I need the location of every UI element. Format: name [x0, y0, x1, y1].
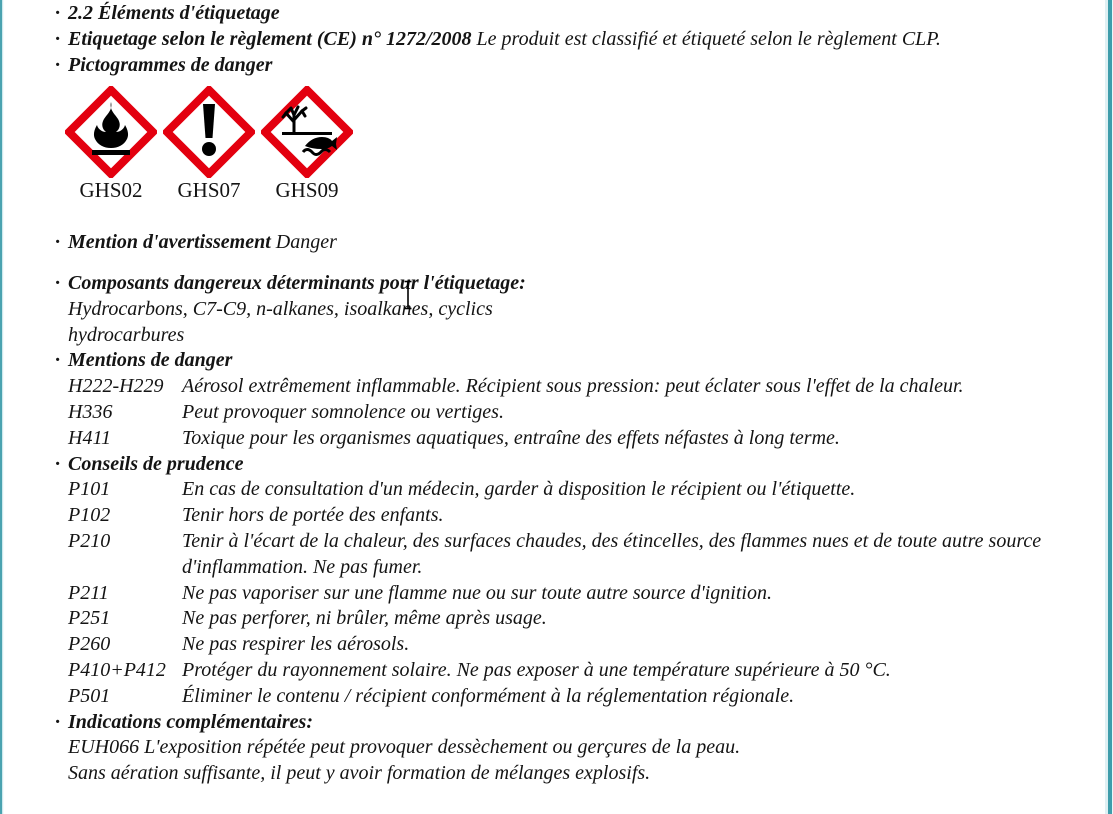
signal-word: Danger — [270, 231, 337, 254]
components-line: Hydrocarbons, C7-C9, n-alkanes, isoalkanes, cyclics — [68, 297, 493, 320]
components-heading — [55, 271, 1071, 297]
sds-document — [0, 1, 1113, 787]
additional-heading — [55, 710, 1071, 736]
text-ibeam-cursor — [402, 279, 414, 311]
precaution-code: P211 — [68, 581, 109, 604]
hazard-heading-text: Mentions de danger — [68, 349, 233, 372]
precaution-code: P102 — [68, 504, 111, 527]
precaution-text: Tenir hors de portée des enfants. — [182, 504, 444, 527]
precaution-heading — [55, 452, 1071, 478]
bullet: · — [55, 27, 60, 50]
ghs07-exclamation-pictogram — [163, 86, 255, 178]
ghs09-environment-pictogram — [261, 86, 353, 178]
hazard-text: Aérosol extrêmement inflammable. Récipient sous pression: peut éclater sous l'effet de la chaleur. — [182, 375, 964, 398]
precaution-code: P410+P412 — [68, 658, 166, 681]
pictograms-heading — [55, 53, 1071, 79]
bullet: · — [55, 53, 60, 76]
signal-word-line — [55, 230, 1071, 256]
precaution-heading-text: Conseils de prudence — [68, 452, 244, 475]
hazard-text: Toxique pour les organismes aquatiques, entraîne des effets néfastes à long terme. — [182, 426, 840, 449]
components-line: hydrocarbures — [68, 323, 185, 346]
precaution-statement-row — [55, 503, 1071, 529]
labeling-heading: Etiquetage selon le règlement (CE) n° 1272/2008 — [68, 27, 472, 50]
hazard-heading — [55, 348, 1071, 374]
pictograms-heading-text: Pictogrammes de danger — [68, 53, 273, 76]
precaution-statement-row — [55, 606, 1071, 632]
precaution-code: P210 — [68, 529, 111, 552]
hazard-statement-row — [55, 400, 1071, 426]
bullet: · — [55, 231, 60, 254]
ghs-code-label: GHS07 — [177, 178, 241, 203]
precaution-code: P251 — [68, 607, 111, 630]
ghs-pictograms — [65, 86, 1071, 178]
additional-line: EUH066 L'exposition répétée peut provoquer dessèchement ou gerçures de la peau. — [68, 736, 741, 759]
ghs-pictogram-labels — [65, 178, 1071, 204]
ghs-code-label: GHS02 — [79, 178, 143, 203]
hazard-code: H411 — [68, 426, 111, 449]
precaution-code: P501 — [68, 684, 111, 707]
precaution-text: Protéger du rayonnement solaire. Ne pas exposer à une température supérieure à 50 °C. — [182, 658, 891, 681]
precaution-statement-row — [55, 477, 1071, 503]
precaution-text: Ne pas perforer, ni brûler, même après usage. — [182, 607, 547, 630]
hazard-statement-row — [55, 426, 1071, 452]
hazard-code: H336 — [68, 400, 113, 423]
labeling-line — [55, 27, 1071, 53]
precaution-text: En cas de consultation d'un médecin, garder à disposition le récipient ou l'étiquette. — [182, 478, 856, 501]
ghs02-flame-pictogram — [65, 86, 157, 178]
precaution-text: Ne pas respirer les aérosols. — [182, 633, 410, 656]
labeling-text: Le produit est classifié et étiqueté selon le règlement CLP. — [471, 27, 941, 50]
ghs-code-label: GHS09 — [275, 178, 339, 203]
precaution-code: P260 — [68, 633, 111, 656]
hazard-statement-row — [55, 374, 1071, 400]
components-heading-text: Composants dangereux déterminants pour l'étiquetage: — [68, 271, 526, 294]
bullet: · — [55, 710, 60, 733]
additional-line: Sans aération suffisante, il peut y avoir formation de mélanges explosifs. — [68, 762, 651, 785]
section-title — [55, 1, 1071, 27]
precaution-statement-row — [55, 632, 1071, 658]
signal-word-heading: Mention d'avertissement — [68, 231, 271, 254]
precaution-text: Tenir à l'écart de la chaleur, des surfaces chaudes, des étincelles, des flammes nues et de toute autre source d'inflammation. Ne pas fumer. — [182, 529, 1042, 578]
precaution-statement-row — [55, 684, 1071, 710]
additional-heading-text: Indications complémentaires: — [68, 710, 313, 733]
precaution-statement-row — [55, 529, 1071, 581]
hazard-code: H222-H229 — [68, 375, 164, 398]
bullet: · — [55, 349, 60, 372]
hazard-text: Peut provoquer somnolence ou vertiges. — [182, 400, 504, 423]
precaution-statement-row — [55, 581, 1071, 607]
bullet: · — [55, 271, 60, 294]
precaution-text: Ne pas vaporiser sur une flamme nue ou sur toute autre source d'ignition. — [182, 581, 772, 604]
precaution-statement-row — [55, 658, 1071, 684]
precaution-text: Éliminer le contenu / récipient conformément à la réglementation régionale. — [182, 684, 795, 707]
bullet: · — [55, 2, 60, 24]
bullet: · — [55, 452, 60, 475]
precaution-code: P101 — [68, 478, 111, 501]
section-title-text: 2.2 Éléments d'étiquetage — [68, 2, 280, 24]
